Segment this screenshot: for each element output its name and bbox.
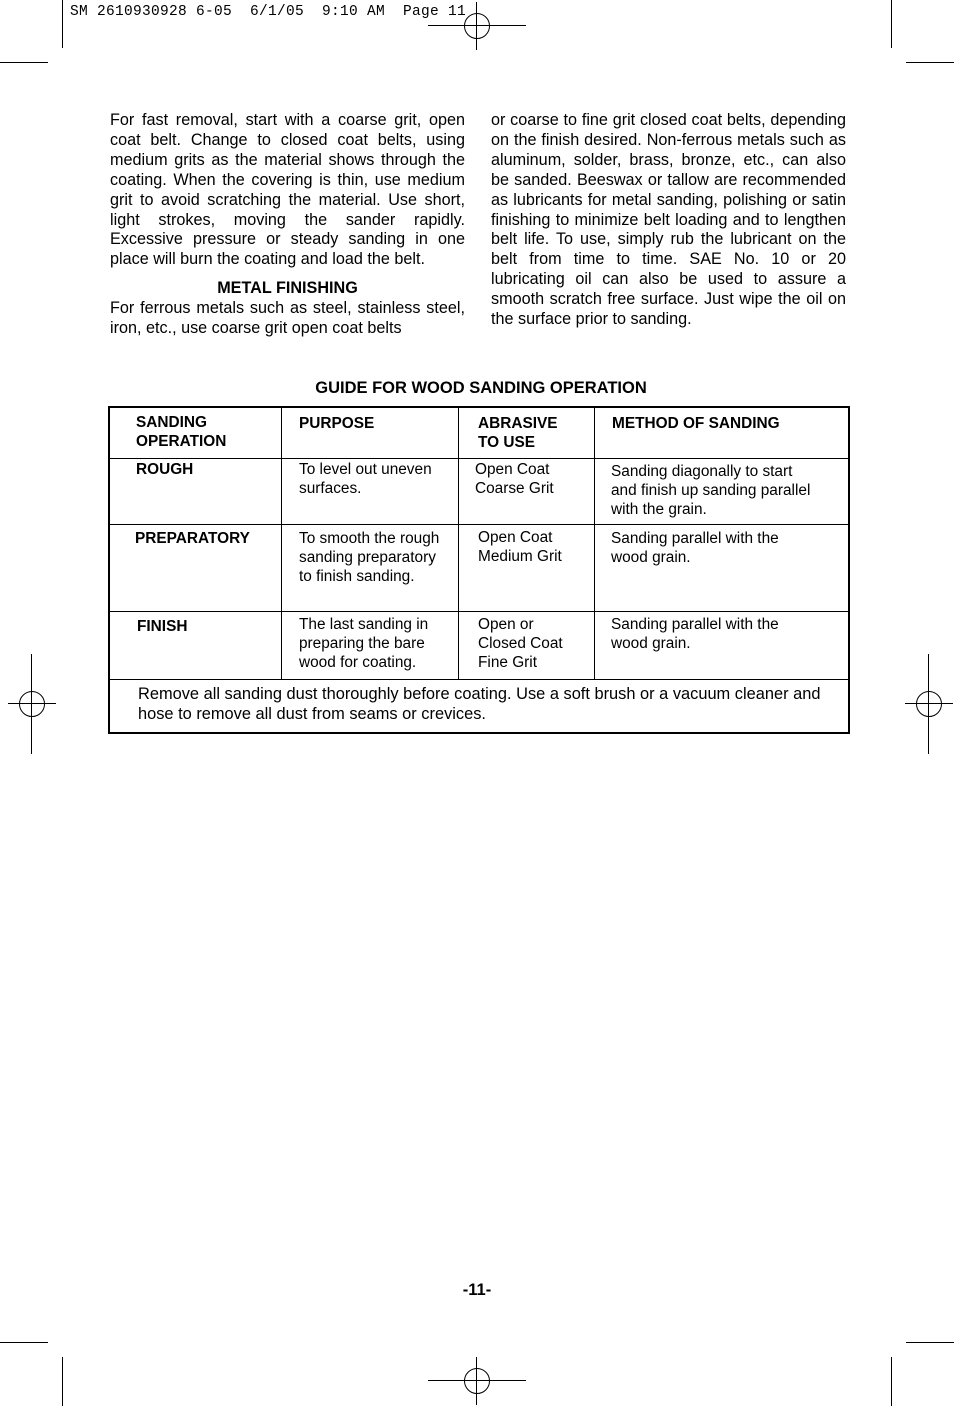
column-divider [594, 408, 595, 679]
ferrous-metals-paragraph: For ferrous metals such as steel, stainless steel, iron, etc., use coarse grit open coat belts [110, 299, 465, 338]
registration-mark-top [453, 2, 501, 50]
row-rough-abrasive: Open Coat Coarse Grit [475, 461, 554, 497]
metal-finishing-heading: METAL FINISHING [217, 279, 358, 298]
left-column [110, 111, 465, 339]
registration-mark-right [905, 680, 953, 728]
row-rough-operation: ROUGH [136, 461, 194, 478]
coarse-grit-paragraph: For fast removal, start with a coarse grit, open coat belt. Change to closed coat belts, using medium grits as the material shows through the coating. When the covering is thin, use medium grit to avoid scratching the material. Use short, light strokes, moving the sander rapidly. Excessive pressure or steady sanding in one place will burn the coating and load the belt. [110, 111, 465, 269]
row-divider [110, 679, 848, 680]
crop-mark-bottom-right-v [891, 1357, 892, 1406]
printer-slug: SM 2610930928 6-05 6/1/05 9:10 AM Page 11 [70, 4, 467, 20]
sanding-dust-note: Remove all sanding dust thoroughly before coating. Use a soft brush or a vacuum cleaner and hose to remove all dust from seams or crevices. [138, 685, 821, 723]
row-finish-abrasive: Open or Closed Coat Fine Grit [478, 616, 563, 671]
row-divider [110, 458, 850, 459]
row-preparatory-purpose: To smooth the rough sanding preparatory to finish sanding. [299, 530, 440, 585]
row-divider [110, 611, 848, 612]
header-method: METHOD OF SANDING [612, 415, 780, 432]
column-divider [458, 408, 459, 679]
registration-mark-left [8, 680, 56, 728]
row-preparatory-operation: PREPARATORY [135, 530, 250, 547]
row-rough-purpose: To level out uneven surfaces. [299, 461, 432, 497]
crop-mark-top-right-h [906, 62, 954, 63]
header-purpose: PURPOSE [299, 415, 375, 432]
row-finish-method: Sanding parallel with the wood grain. [611, 616, 779, 652]
crop-mark-top-right-v [891, 0, 892, 48]
crop-mark-bottom-left-h [0, 1342, 48, 1343]
header-abrasive: ABRASIVE TO USE [478, 415, 558, 451]
crop-mark-bottom-right-h [906, 1342, 954, 1343]
crop-mark-bottom-left-v [62, 1357, 63, 1406]
page-number: -11- [462, 1281, 492, 1299]
right-column [491, 111, 846, 330]
row-finish-purpose: The last sanding in preparing the bare wood for coating. [299, 616, 429, 671]
row-preparatory-method: Sanding parallel with the wood grain. [611, 530, 779, 566]
column-divider [281, 408, 282, 679]
row-rough-method: Sanding diagonally to start and finish up sanding parallel with the grain. [611, 463, 811, 518]
crop-mark-top-left-h [0, 62, 48, 63]
row-preparatory-abrasive: Open Coat Medium Grit [478, 529, 562, 565]
lubricant-paragraph: or coarse to fine grit closed coat belts, depending on the finish desired. Non-ferrous metals such as aluminum, solder, brass, bronze, etc., can also be sanded. Beeswax or tallow are recommended as lubricants for metal sanding, polishing or satin finishing to minimize belt loading and to lengthen belt life. To use, simply rub the lubricant on the belt from time to time. SAE No. 10 or 20 lubricating oil can also be used to assure a smooth scratch free surface. Just wipe the oil on the surface prior to sanding. [491, 111, 846, 329]
guide-title: GUIDE FOR WOOD SANDING OPERATION [315, 379, 647, 397]
row-divider [110, 524, 850, 525]
registration-mark-bottom [453, 1357, 501, 1405]
header-sanding-operation: SANDING OPERATION [136, 414, 227, 450]
row-finish-operation: FINISH [137, 618, 188, 635]
crop-mark-top-left-v [62, 0, 63, 48]
